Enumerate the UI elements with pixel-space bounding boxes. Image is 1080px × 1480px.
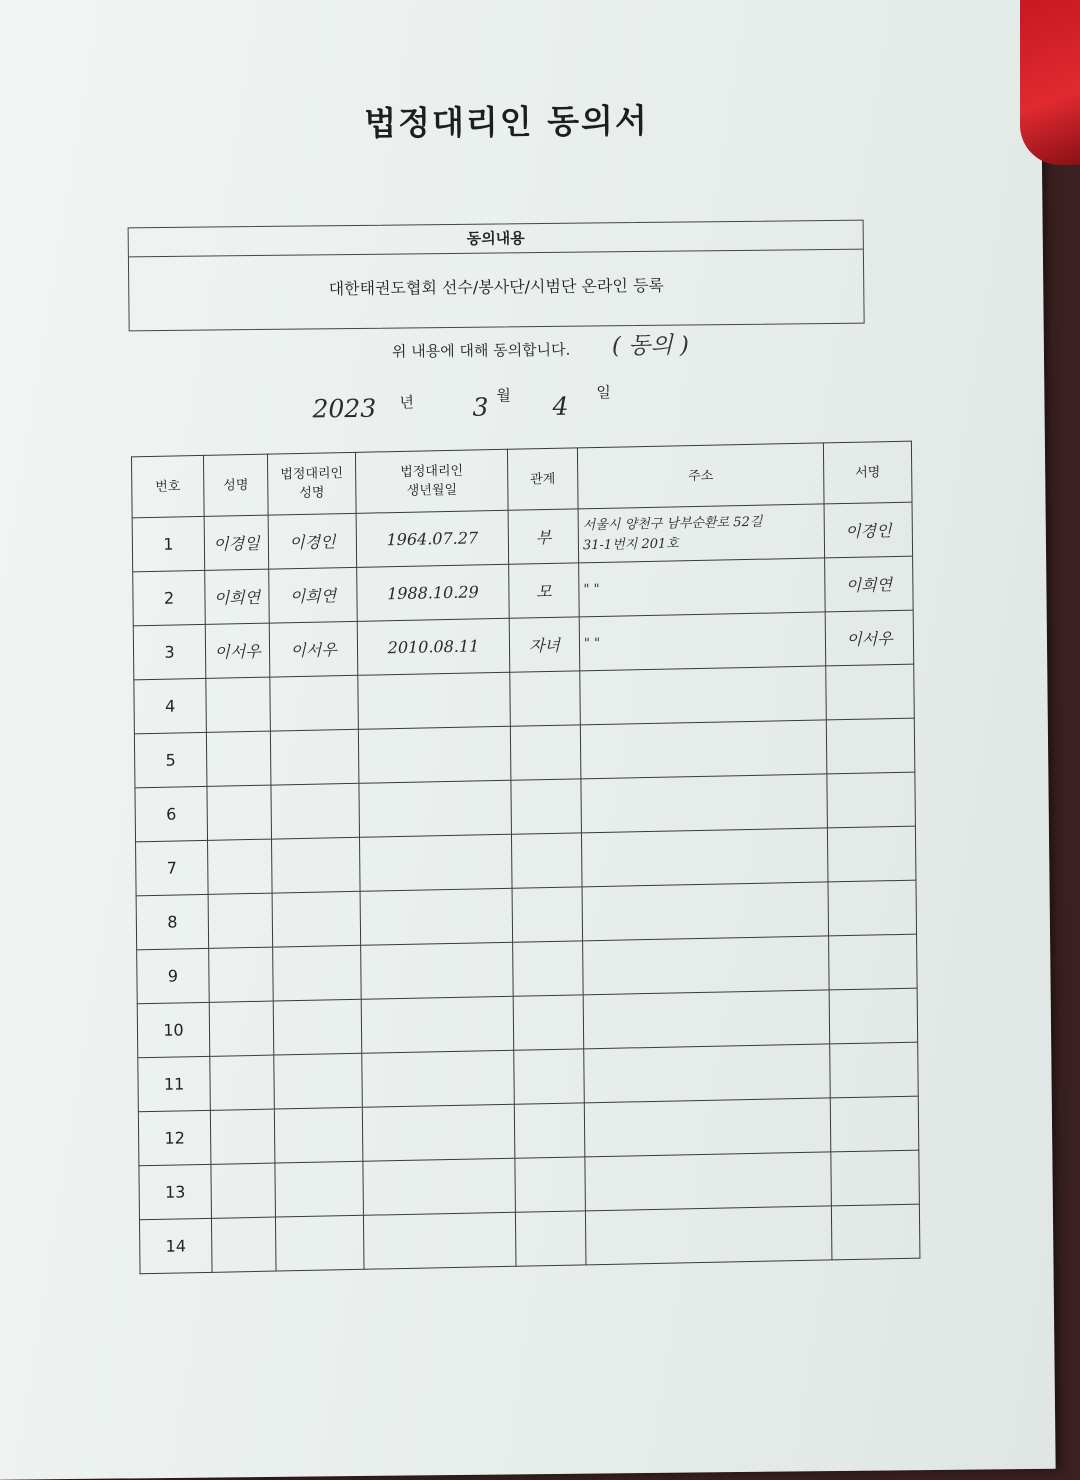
date-year: 2023 <box>312 393 377 424</box>
consent-content-box <box>128 220 865 332</box>
row-relation <box>510 671 581 726</box>
row-name <box>205 623 270 678</box>
row-signature <box>826 718 915 774</box>
date-month-unit: 월 <box>496 386 511 405</box>
row-relation-handwriting: 자녀 <box>528 635 561 656</box>
row-guardian-name <box>274 1107 363 1163</box>
row-number: 5 <box>134 732 207 787</box>
row-relation <box>515 1157 586 1212</box>
row-signature <box>829 934 918 990</box>
form-title: 법정대리인 동의서 <box>364 100 649 143</box>
row-name <box>209 947 274 1002</box>
row-signature <box>825 556 914 612</box>
row-number: 13 <box>139 1164 212 1219</box>
row-number: 4 <box>134 678 207 733</box>
header-name: 성명 <box>203 454 268 516</box>
row-guardian-birth <box>358 672 511 729</box>
red-object-corner <box>1020 0 1080 165</box>
row-number: 14 <box>139 1218 212 1273</box>
row-address-handwriting <box>582 801 827 806</box>
row-address <box>584 1098 831 1157</box>
row-signature <box>831 1204 920 1260</box>
row-guardian-name <box>275 1215 364 1271</box>
row-number: 2 <box>133 570 206 625</box>
row-relation <box>513 941 584 996</box>
row-address-handwriting <box>586 1179 831 1184</box>
row-guardian-name-handwriting: 이경인 <box>289 532 336 553</box>
row-signature <box>824 502 913 558</box>
row-number: 3 <box>133 624 206 679</box>
row-guardian-name <box>275 1161 364 1217</box>
row-signature <box>830 1096 919 1152</box>
row-address <box>585 1152 832 1211</box>
row-relation <box>510 725 581 780</box>
row-relation <box>514 1049 585 1104</box>
row-guardian-birth <box>358 726 511 783</box>
row-guardian-birth <box>359 834 512 891</box>
guardian-table <box>131 441 920 1275</box>
row-address <box>581 774 828 833</box>
date-day-unit: 일 <box>596 383 611 402</box>
row-relation-handwriting: 모 <box>536 581 552 602</box>
row-name <box>208 893 273 948</box>
row-address-handwriting <box>583 963 828 968</box>
row-guardian-birth <box>363 1212 516 1269</box>
row-signature <box>828 880 917 936</box>
row-number: 9 <box>137 948 210 1003</box>
row-guardian-birth <box>360 888 513 945</box>
row-guardian-birth-handwriting: 2010.08.11 <box>387 635 480 657</box>
row-relation-handwriting: 부 <box>535 527 552 548</box>
consent-body: 대한태권도협회 선수/봉사단/시범단 온라인 등록 <box>328 275 664 299</box>
row-guardian-name <box>274 1053 363 1109</box>
row-address-handwriting: " " <box>583 635 601 651</box>
row-address-handwriting <box>584 1017 829 1022</box>
row-guardian-birth <box>357 564 510 621</box>
row-address <box>585 1206 832 1265</box>
row-address <box>579 558 826 617</box>
row-address <box>583 990 830 1049</box>
row-number: 12 <box>138 1110 211 1165</box>
row-address-handwriting: 서울시 양천구 남부순환로 52길 31-1번지 201호 <box>582 514 763 553</box>
row-guardian-name <box>272 837 361 893</box>
row-signature-handwriting: 이경인 <box>845 521 892 542</box>
row-number: 6 <box>135 786 208 841</box>
row-signature <box>830 1042 919 1098</box>
row-guardian-birth <box>357 618 510 675</box>
row-address <box>581 828 828 887</box>
row-guardian-birth <box>359 780 512 837</box>
row-address-handwriting <box>583 909 828 914</box>
row-address-handwriting <box>585 1125 830 1130</box>
row-signature <box>831 1150 920 1206</box>
header-relation: 관계 <box>507 448 578 510</box>
row-address <box>580 666 827 725</box>
header-address: 주소 <box>577 443 824 509</box>
row-address-handwriting <box>581 747 826 752</box>
row-name <box>205 569 270 624</box>
row-guardian-birth <box>361 942 514 999</box>
row-name <box>207 785 272 840</box>
row-guardian-name-handwriting: 이서우 <box>290 640 337 661</box>
row-guardian-name <box>273 945 362 1001</box>
row-signature <box>827 826 916 882</box>
header-number: 번호 <box>132 455 205 517</box>
row-guardian-name <box>272 891 361 947</box>
row-name-handwriting: 이서우 <box>214 641 261 662</box>
row-guardian-name <box>273 999 362 1055</box>
row-address <box>584 1044 831 1103</box>
row-relation <box>509 617 580 672</box>
row-relation <box>515 1211 586 1266</box>
date-month: 3 <box>472 392 489 422</box>
date-day: 4 <box>552 391 569 421</box>
row-address-handwriting <box>582 855 827 860</box>
row-signature <box>829 988 918 1044</box>
row-relation <box>514 1103 585 1158</box>
header-guardian-birth: 법정대리인 생년월일 <box>355 449 508 513</box>
row-address-handwriting: " " <box>583 581 600 597</box>
row-guardian-name <box>271 783 360 839</box>
row-number: 10 <box>137 1002 210 1057</box>
row-address-handwriting <box>586 1233 831 1238</box>
row-guardian-name <box>269 567 358 623</box>
agree-handwritten: ( 동의 ) <box>611 332 690 360</box>
header-signature: 서명 <box>823 441 912 504</box>
row-name <box>206 677 271 732</box>
row-name <box>210 1109 275 1164</box>
row-number: 1 <box>132 516 205 571</box>
consent-header: 동의내용 <box>129 221 863 258</box>
row-signature <box>826 664 915 720</box>
row-name <box>210 1055 275 1110</box>
row-guardian-birth-handwriting: 1964.07.27 <box>386 527 479 549</box>
row-guardian-name <box>270 729 359 785</box>
row-number: 8 <box>136 894 209 949</box>
row-name-handwriting: 이희연 <box>213 587 261 608</box>
row-guardian-birth <box>362 1104 515 1161</box>
row-number: 11 <box>138 1056 211 1111</box>
row-relation <box>508 509 579 564</box>
row-address-handwriting <box>585 1071 830 1076</box>
row-number: 7 <box>136 840 209 895</box>
row-relation <box>513 995 584 1050</box>
row-name <box>211 1217 276 1272</box>
table-body <box>132 502 920 1274</box>
row-name <box>208 839 273 894</box>
row-name <box>211 1163 276 1218</box>
row-address <box>580 720 827 779</box>
row-address <box>582 882 829 941</box>
row-signature-handwriting: 이희연 <box>845 575 893 596</box>
row-signature <box>825 610 914 666</box>
row-guardian-name <box>269 621 358 677</box>
row-relation <box>511 833 582 888</box>
row-name <box>204 515 269 570</box>
row-signature-handwriting: 이서우 <box>846 629 893 650</box>
row-guardian-birth <box>356 510 509 567</box>
row-guardian-birth <box>362 1050 515 1107</box>
row-relation <box>509 563 580 618</box>
row-relation <box>511 779 582 834</box>
row-address-handwriting <box>581 693 826 698</box>
row-guardian-name-handwriting: 이희연 <box>289 586 337 607</box>
row-guardian-birth <box>363 1158 516 1215</box>
row-guardian-name <box>268 513 357 569</box>
agree-statement: 위 내용에 대해 동의합니다. <box>391 340 571 361</box>
row-name <box>209 1001 274 1056</box>
date-year-unit: 년 <box>399 393 415 412</box>
row-name <box>206 731 271 786</box>
row-address <box>578 504 825 563</box>
row-address <box>583 936 830 995</box>
row-guardian-name <box>270 675 359 731</box>
row-name-handwriting: 이경일 <box>213 533 260 554</box>
row-guardian-birth-handwriting: 1988.10.29 <box>387 581 479 603</box>
header-guardian-name: 법정대리인 성명 <box>267 452 356 515</box>
row-address <box>579 612 826 671</box>
row-guardian-birth <box>361 996 514 1053</box>
row-relation <box>512 887 583 942</box>
row-signature <box>827 772 916 828</box>
